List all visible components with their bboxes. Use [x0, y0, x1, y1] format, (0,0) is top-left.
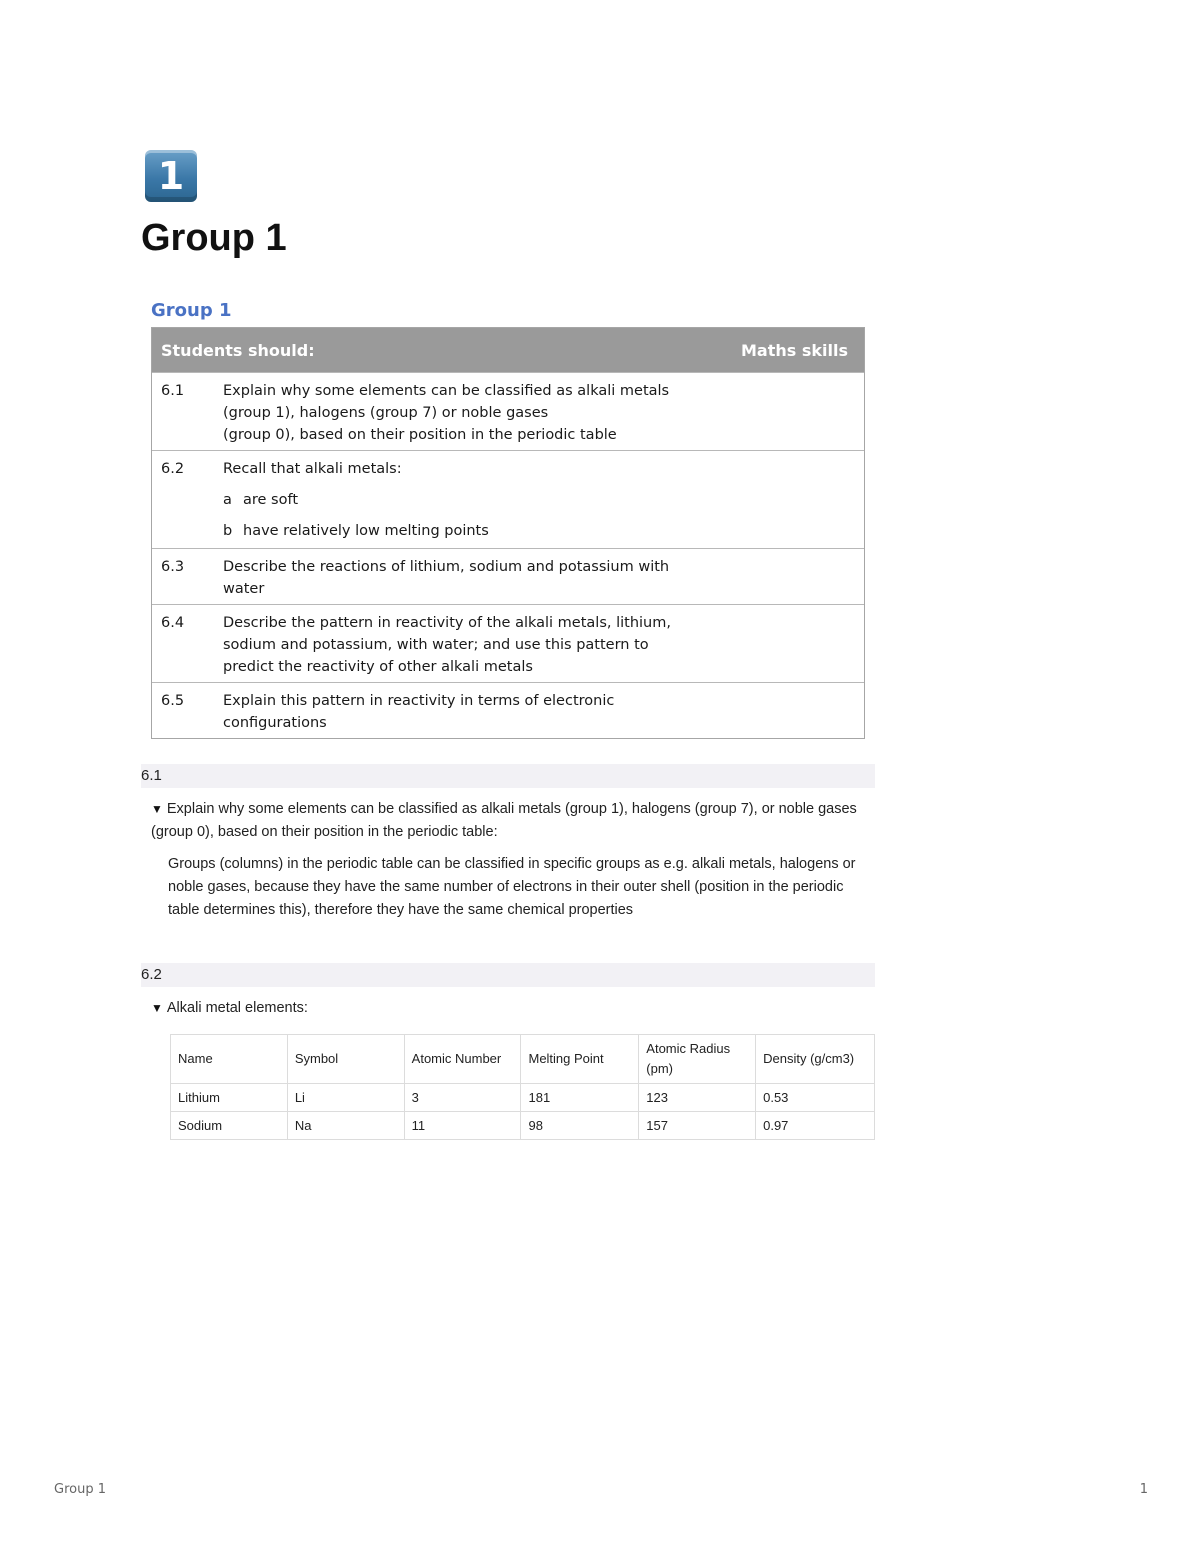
spec-row-6-2: [152, 450, 864, 548]
spec-line: water: [223, 581, 265, 597]
subitem-text: have relatively low melting points: [243, 523, 489, 539]
table-cell: 3: [404, 1084, 521, 1112]
spec-line: sodium and potassium, with water; and use this pattern to: [223, 637, 649, 653]
table-row: [171, 1112, 875, 1140]
footer-page-number: 1: [1139, 1482, 1148, 1497]
table-header-cell: Symbol: [287, 1035, 404, 1084]
subitem-letter: a: [223, 492, 232, 508]
spec-line: Explain why some elements can be classified as alkali metals: [223, 383, 670, 399]
table-row: [171, 1084, 875, 1112]
table-cell: 0.53: [756, 1084, 875, 1112]
table-header-cell: Atomic Number: [404, 1035, 521, 1084]
table-header-row: [171, 1035, 875, 1084]
section-heading-6-1: 6.1: [141, 764, 875, 788]
table-cell: 157: [639, 1112, 756, 1140]
toggle-text: Explain why some elements can be classified as alkali metals (group 1), halogens (group 7), or noble gases (group 0), based on their position in the periodic table:: [151, 801, 857, 840]
spec-line: (group 1), halogens (group 7) or noble gases: [223, 405, 549, 421]
alkali-metals-table: [170, 1034, 875, 1140]
page-title: Group 1: [141, 217, 287, 259]
toggle-content-6-1: Groups (columns) in the periodic table can be classified in specific groups as e.g. alkali metals, halogens or noble gases, because they have the same number of electrons in their outer shell (position in the periodic table determines this), therefore they have the same chemical properties: [168, 856, 856, 918]
spec-line: Describe the reactions of lithium, sodium and potassium with: [223, 559, 670, 575]
toggle-6-1[interactable]: [151, 798, 875, 844]
header-maths-skills: Maths skills: [741, 340, 848, 360]
toggle-arrow-icon[interactable]: ▼: [151, 1001, 163, 1015]
spec-row-number: 6.3: [161, 559, 185, 575]
spec-row-number: 6.1: [161, 383, 185, 399]
toggle-arrow-icon[interactable]: ▼: [151, 802, 163, 816]
spec-subitem: [223, 489, 723, 511]
toggle-6-2[interactable]: [151, 997, 875, 1020]
spec-row-number: 6.2: [161, 461, 185, 477]
spec-row-6-4: [152, 604, 864, 682]
spec-subitem: [223, 520, 723, 542]
table-cell: Li: [287, 1084, 404, 1112]
table-cell: 181: [521, 1084, 639, 1112]
header-students-should: Students should:: [161, 340, 315, 360]
table-cell: 123: [639, 1084, 756, 1112]
spec-row-text: [223, 380, 723, 446]
table-header-cell: Melting Point: [521, 1035, 639, 1084]
footer-page-title: Group 1: [54, 1482, 106, 1497]
section-heading-6-2: 6.2: [141, 963, 875, 987]
spec-line: Explain this pattern in reactivity in terms of electronic: [223, 693, 615, 709]
table-header-cell: Atomic Radius (pm): [639, 1035, 756, 1084]
spec-row-number: 6.5: [161, 693, 185, 709]
table-header-cell: Density (g/cm3): [756, 1035, 875, 1084]
spec-row-text: [223, 458, 723, 542]
spec-line: Recall that alkali metals:: [223, 461, 402, 477]
keycap-glyph: 1: [157, 154, 185, 198]
spec-row-text: [223, 556, 723, 600]
spec-table-header: [152, 328, 864, 372]
spec-row-6-3: [152, 548, 864, 604]
subitem-letter: b: [223, 523, 233, 539]
spec-row-text: [223, 612, 723, 678]
toggle-text: Alkali metal elements:: [166, 1000, 308, 1016]
spec-table: [151, 327, 865, 739]
spec-row-6-5: [152, 682, 864, 738]
spec-line: configurations: [223, 715, 327, 731]
spec-heading: Group 1: [151, 300, 232, 321]
spec-row-number: 6.4: [161, 615, 185, 631]
spec-row-6-1: [152, 372, 864, 450]
table-cell: 0.97: [756, 1112, 875, 1140]
spec-row-text: [223, 690, 723, 734]
spec-line: (group 0), based on their position in the periodic table: [223, 427, 617, 443]
table-cell: Na: [287, 1112, 404, 1140]
table-cell: 11: [404, 1112, 521, 1140]
table-cell: 98: [521, 1112, 639, 1140]
table-cell: Sodium: [171, 1112, 288, 1140]
subitem-text: are soft: [243, 492, 299, 508]
table-header-cell: Name: [171, 1035, 288, 1084]
table-cell: Lithium: [171, 1084, 288, 1112]
keycap-one-icon: [145, 150, 197, 202]
spec-line: Describe the pattern in reactivity of the alkali metals, lithium,: [223, 615, 671, 631]
spec-line: predict the reactivity of other alkali metals: [223, 659, 533, 675]
